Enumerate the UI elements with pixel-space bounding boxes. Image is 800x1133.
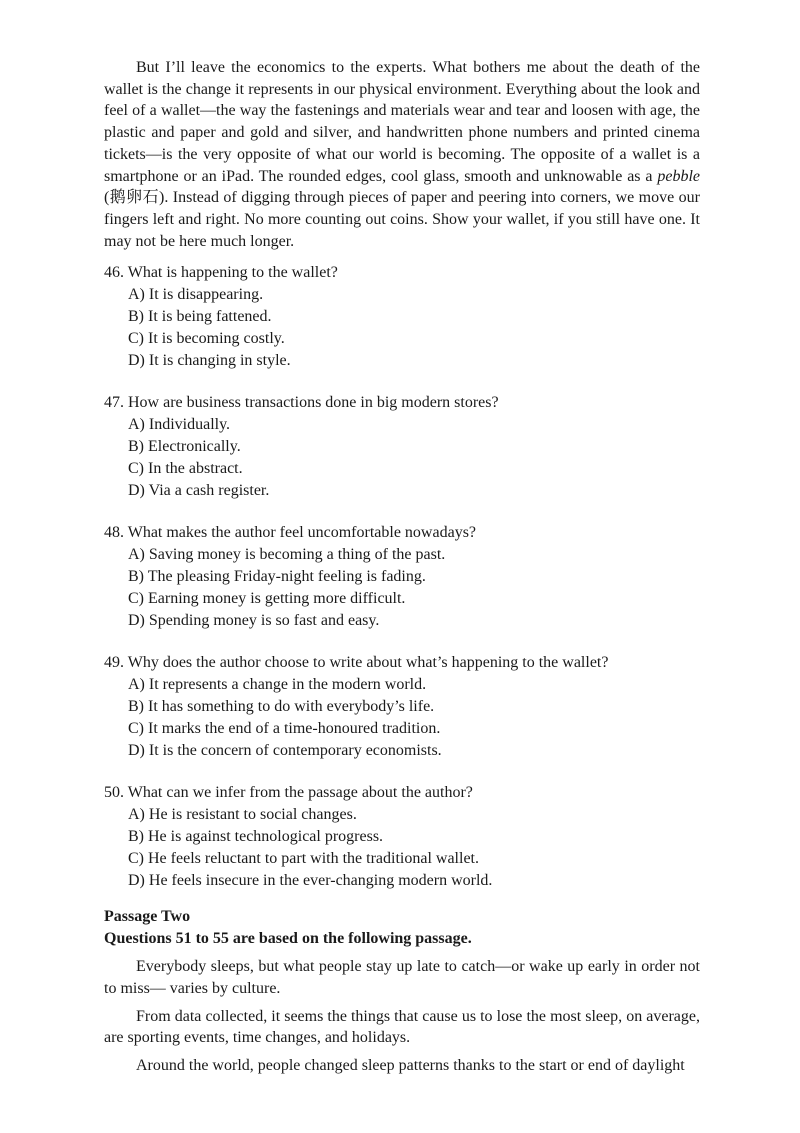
answer-option: B) It is being fattened. bbox=[128, 308, 272, 326]
answer-option: C) It marks the end of a time-honoured tradition. bbox=[128, 720, 441, 738]
passage-two-paragraph: From data collected, it seems the things that cause us to lose the most sleep, on average, are sporting events, time changes, and holidays. bbox=[104, 1007, 700, 1047]
question-list bbox=[104, 262, 700, 892]
answer-option: D) He feels insecure in the ever-changing modern world. bbox=[128, 872, 493, 890]
answer-option: D) Spending money is so fast and easy. bbox=[128, 612, 380, 630]
passage-instruction: Questions 51 to 55 are based on the following passage. bbox=[104, 930, 472, 948]
answer-option: B) Electronically. bbox=[128, 438, 241, 456]
question-48 bbox=[104, 522, 700, 632]
answer-option: A) Saving money is becoming a thing of the past. bbox=[128, 546, 446, 564]
answer-option: C) He feels reluctant to part with the traditional wallet. bbox=[128, 850, 479, 868]
question-stem: 47. How are business transactions done in big modern stores? bbox=[104, 394, 499, 412]
question-46 bbox=[104, 262, 700, 372]
answer-option: B) The pleasing Friday-night feeling is fading. bbox=[128, 568, 426, 586]
answer-option: A) He is resistant to social changes. bbox=[128, 806, 357, 824]
answer-option: D) It is the concern of contemporary economists. bbox=[128, 742, 442, 760]
answer-option: C) It is becoming costly. bbox=[128, 330, 285, 348]
italic-word-pebble: pebble bbox=[657, 167, 700, 185]
question-stem: 48. What makes the author feel uncomfortable nowadays? bbox=[104, 524, 477, 542]
paragraph-text: . Instead of digging through pieces of paper and peering into corners, we move our fingers left and right. No more counting out coins. Show your wallet, if you still have one. It may not be here much longer. bbox=[104, 189, 700, 250]
question-stem: 46. What is happening to the wallet? bbox=[104, 264, 338, 282]
passage-heading: Passage Two bbox=[104, 908, 191, 926]
passage-one-final-paragraph bbox=[104, 57, 700, 252]
question-stem: 49. Why does the author choose to write about what’s happening to the wallet? bbox=[104, 654, 609, 672]
question-47 bbox=[104, 392, 700, 502]
chinese-gloss: (鹅卵石) bbox=[104, 189, 165, 207]
document-page bbox=[104, 57, 700, 1083]
passage-two-paragraph: Everybody sleeps, but what people stay up late to catch—or wake up early in order not to miss— varies by culture. bbox=[104, 958, 700, 998]
paragraph-text: But I’ll leave the economics to the experts. What bothers me about the death of the wallet is the change it represents in our physical environment. Everything about the look and feel of a wallet—the way the fastenings and materials wear and tear and loosen with age, the plastic and paper and gold and silver, and handwritten phone numbers and printed cinema tickets—is the very opposite of what our world is becoming. The opposite of a wallet is a smartphone or an iPad. The rounded edges, cool glass, smooth and unknowable as a bbox=[104, 59, 700, 185]
passage-two-header bbox=[104, 906, 700, 950]
answer-option: A) It is disappearing. bbox=[128, 286, 264, 304]
question-49 bbox=[104, 652, 700, 762]
answer-option: C) In the abstract. bbox=[128, 460, 243, 478]
answer-option: D) It is changing in style. bbox=[128, 352, 291, 370]
answer-option: C) Earning money is getting more difficult. bbox=[128, 590, 406, 608]
passage-two-paragraph: Around the world, people changed sleep patterns thanks to the start or end of daylight bbox=[136, 1057, 685, 1075]
question-50 bbox=[104, 782, 700, 892]
answer-option: B) He is against technological progress. bbox=[128, 828, 384, 846]
answer-option: D) Via a cash register. bbox=[128, 482, 270, 500]
answer-option: A) Individually. bbox=[128, 416, 231, 434]
answer-option: A) It represents a change in the modern world. bbox=[128, 676, 427, 694]
question-stem: 50. What can we infer from the passage about the author? bbox=[104, 784, 473, 802]
answer-option: B) It has something to do with everybody’s life. bbox=[128, 698, 435, 716]
